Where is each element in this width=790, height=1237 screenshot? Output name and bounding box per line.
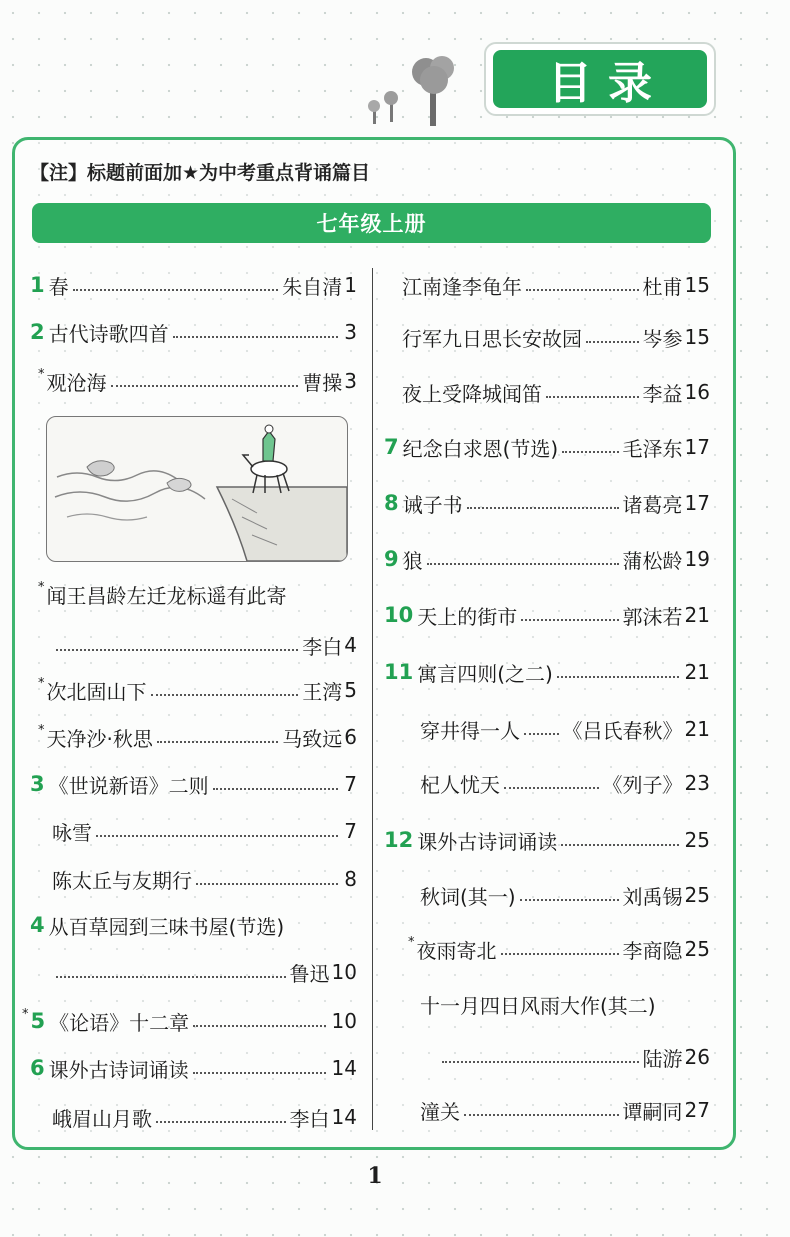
toc-entry[interactable]: [402, 268, 710, 302]
entry-title: 夜上受降城闻笛: [402, 381, 542, 406]
leader-dots: [464, 1114, 619, 1116]
page-title: 目录: [493, 50, 707, 108]
leader-dots: [467, 507, 619, 509]
toc-entry[interactable]: [30, 1051, 357, 1085]
key-mark-star-icon: *: [38, 676, 45, 691]
leader-dots: [521, 619, 618, 621]
entry-page-number: 16: [684, 380, 710, 404]
toc-entry[interactable]: [420, 766, 710, 800]
entry-title: 闻王昌龄左迁龙标遥有此寄: [46, 583, 287, 608]
key-mark-star-icon: *: [38, 723, 45, 738]
entry-author: 李白: [302, 634, 343, 659]
entry-author: 郭沫若: [622, 604, 683, 629]
entry-page-number: 19: [684, 547, 710, 571]
entry-page-number: 25: [684, 937, 710, 961]
entry-author: 蒲松龄: [622, 548, 683, 573]
tree-decoration-icon: [360, 50, 460, 126]
entry-page-number: 4: [344, 633, 357, 657]
entry-page-number: 17: [684, 491, 710, 515]
entry-author: 诸葛亮: [622, 492, 683, 517]
entry-title: 峨眉山月歌: [52, 1106, 152, 1131]
leader-dots: [193, 1025, 325, 1027]
toc-entry[interactable]: [30, 315, 357, 349]
entry-title: 纪念白求恩(节选): [402, 436, 559, 461]
leader-dots: [561, 844, 678, 846]
entry-page-number: 14: [331, 1105, 357, 1129]
leader-dots: [151, 694, 299, 696]
leader-dots: [157, 741, 278, 743]
entry-title: 从百草园到三味书屋(节选): [48, 914, 285, 939]
column-divider: [372, 268, 373, 1130]
entry-number: 11: [384, 660, 414, 684]
entry-page-number: 1: [344, 273, 357, 297]
entry-page-number: 23: [684, 771, 710, 795]
entry-title: 《论语》十二章: [49, 1010, 190, 1035]
toc-entry[interactable]: [52, 814, 357, 848]
entry-page-number: 6: [344, 725, 357, 749]
entry-page-number: 10: [331, 960, 357, 984]
entry-author: 王湾: [302, 679, 343, 704]
key-mark-star-icon: *: [38, 367, 45, 382]
leader-dots: [557, 676, 679, 678]
leader-dots: [96, 835, 338, 837]
entry-page-number: 25: [684, 883, 710, 907]
key-mark-star-icon: *: [38, 580, 45, 595]
entry-number: 12: [384, 828, 414, 852]
entry-number: 9: [384, 547, 399, 571]
leader-dots: [562, 451, 618, 453]
toc-entry[interactable]: [52, 862, 357, 896]
entry-author: 陆游: [642, 1046, 683, 1071]
title-box: [484, 42, 716, 116]
toc-entry[interactable]: [384, 655, 710, 689]
toc-entry[interactable]: [30, 268, 357, 302]
leader-dots: [213, 788, 339, 790]
entry-number: 10: [384, 603, 414, 627]
entry-page-number: 5: [344, 678, 357, 702]
entry-author: 刘禹锡: [622, 884, 683, 909]
entry-title: 课外古诗词诵读: [417, 829, 558, 854]
toc-entry[interactable]: [52, 628, 357, 662]
toc-entry[interactable]: [22, 1004, 357, 1038]
entry-author: 岑参: [642, 326, 683, 351]
entry-page-number: 15: [684, 325, 710, 349]
entry-page-number: 26: [684, 1045, 710, 1069]
entry-page-number: 21: [684, 660, 710, 684]
entry-author: 曹操: [302, 370, 343, 395]
toc-entry[interactable]: [52, 1100, 357, 1134]
entry-page-number: 17: [684, 435, 710, 459]
leader-dots: [546, 396, 639, 398]
entry-title: 秋词(其一): [420, 884, 516, 909]
toc-entry[interactable]: [402, 375, 710, 409]
toc-entry[interactable]: [384, 486, 710, 520]
leader-dots: [526, 289, 639, 291]
entry-number: 5: [30, 1009, 46, 1033]
entry-author: 朱自清: [282, 274, 343, 299]
entry-page-number: 3: [344, 320, 357, 344]
entry-title: 古代诗歌四首: [48, 321, 169, 346]
toc-entry[interactable]: [420, 878, 710, 912]
entry-author: 杜甫: [642, 274, 683, 299]
leader-dots: [524, 733, 559, 735]
entry-author: 《列子》: [602, 772, 683, 797]
entry-author: 李商隐: [622, 938, 683, 963]
toc-entry[interactable]: [30, 767, 357, 801]
entry-title: 行军九日思长安故园: [402, 326, 582, 351]
entry-title: 十一月四日风雨大作(其二): [420, 993, 656, 1018]
grade-section-header: 七年级上册: [32, 203, 711, 243]
leader-dots: [196, 883, 338, 885]
leader-dots: [111, 385, 299, 387]
leader-dots: [442, 1061, 639, 1063]
note-text: 【注】标题前面加★为中考重点背诵篇目: [30, 162, 371, 184]
entry-page-number: 25: [684, 828, 710, 852]
entry-title: 《世说新语》二则: [48, 773, 209, 798]
entry-title: 寓言四则(之二): [417, 661, 553, 686]
entry-author: 毛泽东: [622, 436, 683, 461]
entry-number: 2: [30, 320, 45, 344]
entry-title: 江南逢李龟年: [402, 274, 522, 299]
entry-page-number: 21: [684, 717, 710, 741]
entry-author: 李白: [289, 1106, 330, 1131]
key-mark-star-icon: *: [22, 1007, 29, 1022]
entry-author: 鲁迅: [289, 961, 330, 986]
toc-entry[interactable]: [30, 908, 357, 942]
leader-dots: [501, 953, 619, 955]
entry-page-number: 7: [344, 819, 357, 843]
toc-entry[interactable]: [420, 987, 710, 1021]
entry-title: 天净沙·秋思: [46, 726, 153, 751]
entry-title: 陈太丘与友期行: [52, 868, 192, 893]
entry-page-number: 21: [684, 603, 710, 627]
leader-dots: [504, 787, 599, 789]
toc-entry[interactable]: [384, 598, 710, 632]
entry-number: 8: [384, 491, 399, 515]
entry-title: 次北固山下: [46, 679, 147, 704]
entry-title: 夜雨寄北: [416, 938, 497, 963]
rider-on-cliff-illustration: [47, 417, 347, 561]
toc-entry[interactable]: [52, 955, 357, 989]
entry-title: 狼: [402, 548, 423, 573]
leader-dots: [73, 289, 279, 291]
toc-entry[interactable]: [420, 712, 710, 746]
leader-dots: [193, 1072, 326, 1074]
entry-number: 6: [30, 1056, 45, 1080]
entry-title: 观沧海: [46, 370, 107, 395]
entry-title: 穿井得一人: [420, 718, 520, 743]
key-mark-star-icon: *: [408, 935, 415, 950]
leader-dots: [586, 341, 639, 343]
leader-dots: [156, 1121, 286, 1123]
toc-entry[interactable]: [384, 823, 710, 857]
leader-dots: [427, 563, 619, 565]
toc-entry[interactable]: [38, 673, 357, 707]
entry-title: 杞人忧天: [420, 772, 500, 797]
toc-entry[interactable]: [384, 542, 710, 576]
toc-entry[interactable]: [38, 364, 357, 398]
toc-entry[interactable]: [402, 320, 710, 354]
toc-entry[interactable]: [438, 1040, 710, 1074]
entry-page-number: 3: [344, 369, 357, 393]
entry-title: 咏雪: [52, 820, 92, 845]
toc-entry[interactable]: [420, 1093, 710, 1127]
entry-number: 7: [384, 435, 399, 459]
entry-page-number: 15: [684, 273, 710, 297]
toc-entry[interactable]: [38, 720, 357, 754]
entry-page-number: 14: [331, 1056, 357, 1080]
entry-title: 课外古诗词诵读: [48, 1057, 189, 1082]
entry-author: 马致远: [282, 726, 343, 751]
entry-page-number: 10: [331, 1009, 357, 1033]
toc-entry[interactable]: [408, 932, 710, 966]
leader-dots: [56, 649, 298, 651]
entry-number: 4: [30, 913, 45, 937]
page-number: 1: [367, 1163, 383, 1189]
entry-title: 诫子书: [402, 492, 463, 517]
toc-entry[interactable]: [384, 430, 710, 464]
entry-title: 天上的街市: [417, 604, 518, 629]
entry-author: 李益: [642, 381, 683, 406]
entry-number: 1: [30, 273, 45, 297]
entry-page-number: 7: [344, 772, 357, 796]
toc-entry[interactable]: [38, 577, 357, 611]
entry-page-number: 8: [344, 867, 357, 891]
leader-dots: [56, 976, 286, 978]
entry-number: 3: [30, 772, 45, 796]
leader-dots: [520, 899, 619, 901]
entry-page-number: 27: [684, 1098, 710, 1122]
entry-title: 潼关: [420, 1099, 460, 1124]
entry-author: 谭嗣同: [622, 1099, 683, 1124]
leader-dots: [173, 336, 339, 338]
entry-title: 春: [48, 274, 69, 299]
entry-author: 《吕氏春秋》: [562, 718, 683, 743]
illustration-image: [46, 416, 348, 562]
